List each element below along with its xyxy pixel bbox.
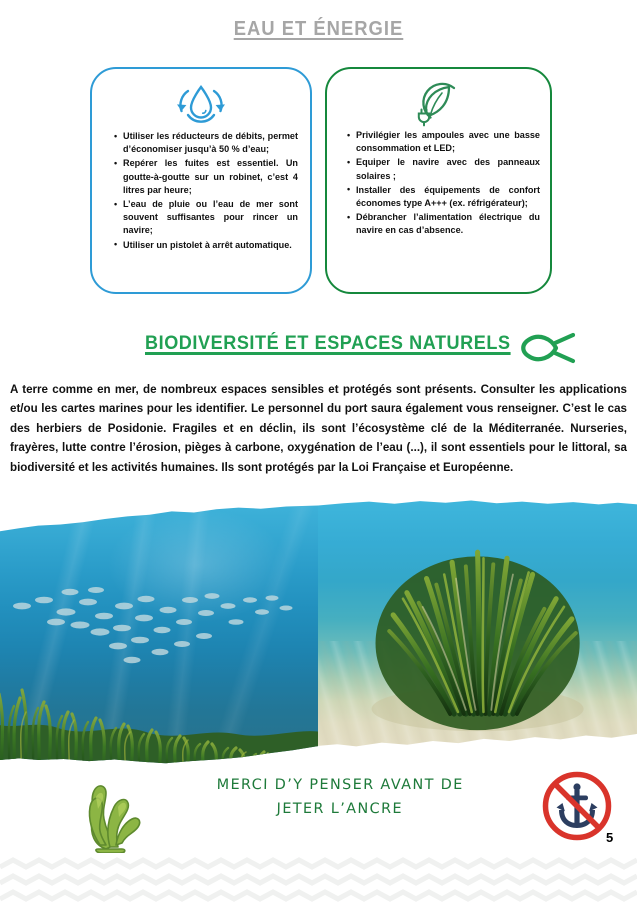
no-anchor-icon (541, 770, 613, 842)
footer-message (175, 773, 506, 821)
water-tips-list (92, 130, 310, 252)
energy-tips-list (327, 129, 550, 238)
biodiversity-heading-row (0, 333, 637, 367)
posidonia-clump (350, 522, 605, 734)
list-item: • Utiliser un pistolet à arrêt automatique. (114, 239, 298, 252)
page-number: 5 (606, 830, 614, 845)
photo-posidonia-clump-on-sand (318, 500, 637, 772)
tips-row (0, 67, 637, 294)
footer-message-line-2: JETER L’ANCRE (276, 801, 404, 817)
tip-box-energy (325, 67, 552, 294)
leaf-plug-icon (408, 79, 470, 127)
water-drop-recycle-icon (168, 78, 234, 128)
posidonia-meadow (0, 628, 318, 772)
section-title-biodiversite: BIODIVERSITÉ ET ESPACES NATURELS (145, 333, 511, 354)
list-item: • Débrancher l’alimentation électrique du navire en cas d’absence. (347, 211, 540, 237)
list-item: • Equiper le navire avec des panneaux solaires ; (347, 156, 540, 182)
fish-icon (518, 331, 576, 365)
photo-posidonia-meadow-with-fish (0, 500, 318, 772)
list-item: • Utiliser les réducteurs de débits, permet d’économiser jusqu’à 50 % d’eau; (114, 130, 298, 156)
list-item: • Privilégier les ampoules avec une basse consommation et LED; (347, 129, 540, 155)
footer-message-line-1: MERCI D’Y PENSER AVANT DE (216, 777, 464, 793)
tip-box-water (90, 67, 312, 294)
footer-message-zone (0, 770, 637, 860)
biodiversity-paragraph: A terre comme en mer, de nombreux espaces sensibles et protégés sont présents. Consulter les applications et/ou les cartes marines pour les identifier. Le personnel du port saura également vous renseigner. C’est le cas des herbiers de Posidonie. Fragiles et en déclin, ils sont l’écosystème clé de la Méditerranée. Nurseries, frayères, lutte contre l’érosion, pièges à carbone, oxygénation de l’eau (...), il sont essentiels pour le littoral, sa biodiversité et les activités humaines. Ils sont protégés par la Loi Française et Européenne. (10, 383, 627, 474)
list-item: • Installer des équipements de confort économes type A+++ (ex. réfrigérateur); (347, 184, 540, 210)
list-item: • Repérer les fuites est essentiel. Un goutte-à-goutte sur un robinet, c’est 4 litres par heure; (114, 157, 298, 197)
photo-band (0, 500, 637, 772)
list-item: • L’eau de pluie ou l’eau de mer sont souvent suffisantes pour rincer un navire; (114, 198, 298, 238)
seaweed-icon (76, 775, 146, 853)
page-title-eau-et-energie: EAU ET ÉNERGIE (233, 18, 404, 40)
zigzag-decoration (0, 857, 637, 905)
